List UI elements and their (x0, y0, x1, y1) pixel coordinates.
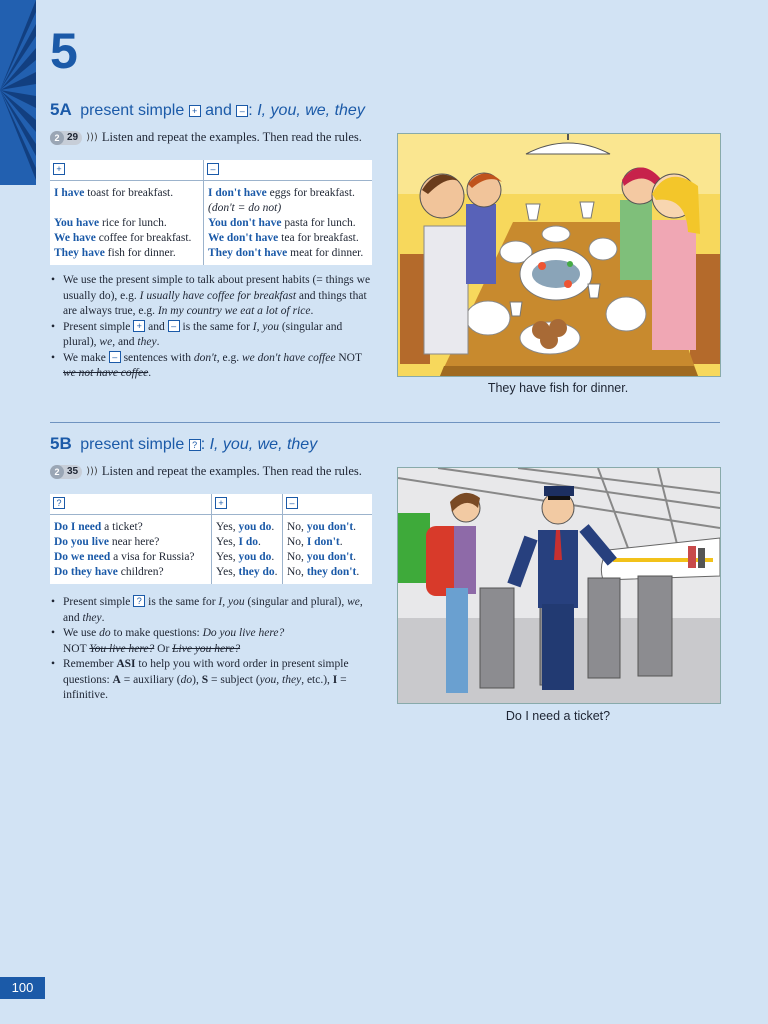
table-row: We have coffee for breakfast. We don't have tea for breakfast. (50, 231, 372, 246)
section-title: present simple (80, 436, 185, 453)
question-box-icon: ? (53, 497, 65, 509)
minus-box-icon: – (207, 163, 219, 175)
section-5a-heading (50, 100, 365, 120)
section-pronouns: I, you, we, they (257, 102, 365, 119)
illustration-caption: Do I need a ticket? (505, 709, 611, 723)
table-row: Do you live near here? Yes, I do. No, I don't. (50, 535, 372, 550)
table-row: Do I need a ticket? Yes, you do. No, you don't. (50, 515, 372, 536)
contraction-note: (don't = do not) (208, 202, 282, 214)
rule-item: • We use do to make questions: Do you live here? NOT You live here? Or Live you here? (63, 626, 381, 657)
illustration-caption: They have fish for dinner. (487, 381, 629, 395)
rule-item: • We make – sentences with don't, e.g. we don't have coffee NOT we not have coffee. (63, 351, 375, 382)
minus-box-icon: – (168, 320, 180, 332)
speaker-icon: ))) (86, 466, 98, 477)
cd-icon: 2 (50, 131, 64, 145)
audio-instruction-5b (50, 464, 362, 479)
table-row: You have rice for lunch. You don't have pasta for lunch. (50, 216, 372, 231)
and-word: and (205, 102, 232, 119)
track-number: 29 (67, 132, 79, 143)
table-row: Do we need a visa for Russia? Yes, you do. No, you don't. (50, 550, 372, 565)
table-row: I have toast for breakfast. I don't have eggs for breakfast. (don't = do not) (50, 181, 372, 217)
section-divider (50, 422, 720, 423)
minus-box-icon: – (109, 351, 121, 363)
section-code: 5B (50, 434, 72, 453)
train-station-illustration (397, 467, 721, 704)
minus-box-icon: – (286, 497, 298, 509)
instruction-text: Listen and repeat the examples. Then read the rules. (101, 130, 362, 144)
cd-icon: 2 (50, 465, 64, 479)
rules-list-5a (50, 273, 375, 382)
track-number: 35 (67, 466, 79, 477)
instruction-text: Listen and repeat the examples. Then read the rules. (101, 464, 362, 478)
page-number: 100 (0, 977, 45, 999)
section-5b-heading (50, 434, 317, 454)
rules-list-5b (50, 595, 381, 704)
section-title: present simple (80, 102, 185, 119)
audio-instruction-5a (50, 130, 362, 145)
question-box-icon: ? (189, 439, 201, 451)
family-dinner-illustration (397, 133, 721, 377)
rule-item: • Present simple ? is the same for I, you (singular and plural), we, and they. (63, 595, 381, 626)
plus-box-icon: + (53, 163, 65, 175)
minus-box-icon: – (236, 105, 248, 117)
unit-number: 5 (50, 23, 78, 79)
audio-track-badge[interactable] (50, 131, 82, 145)
table-row: They have fish for dinner. They don't have meat for dinner. (50, 246, 372, 265)
speaker-icon: ))) (86, 132, 98, 143)
section-code: 5A (50, 100, 72, 119)
examples-table-5b (50, 494, 372, 584)
section-pronouns: I, you, we, they (209, 436, 318, 453)
question-box-icon: ? (133, 595, 145, 607)
plus-box-icon: + (133, 320, 145, 332)
colon: : (248, 102, 253, 119)
rule-item: • Present simple + and – is the same for I, you (singular and plural), we, and they. (63, 320, 375, 351)
rule-item: • We use the present simple to talk about present habits (= things we usually do), e.g. I usually have coffee for breakfast and things that are always true, e.g. In my country we eat a lot of rice. (63, 273, 375, 320)
plus-box-icon: + (189, 105, 201, 117)
sunburst-decoration (0, 0, 36, 185)
colon: : (200, 436, 206, 453)
table-row: Do they have children? Yes, they do. No, they don't. (50, 565, 372, 584)
audio-track-badge[interactable] (50, 465, 82, 479)
rule-item: • Remember ASI to help you with word order in present simple questions: A = auxiliary (do), S = subject (you, they, etc.), I = infinitive. (63, 657, 381, 704)
examples-table-5a (50, 160, 372, 265)
plus-box-icon: + (215, 497, 227, 509)
